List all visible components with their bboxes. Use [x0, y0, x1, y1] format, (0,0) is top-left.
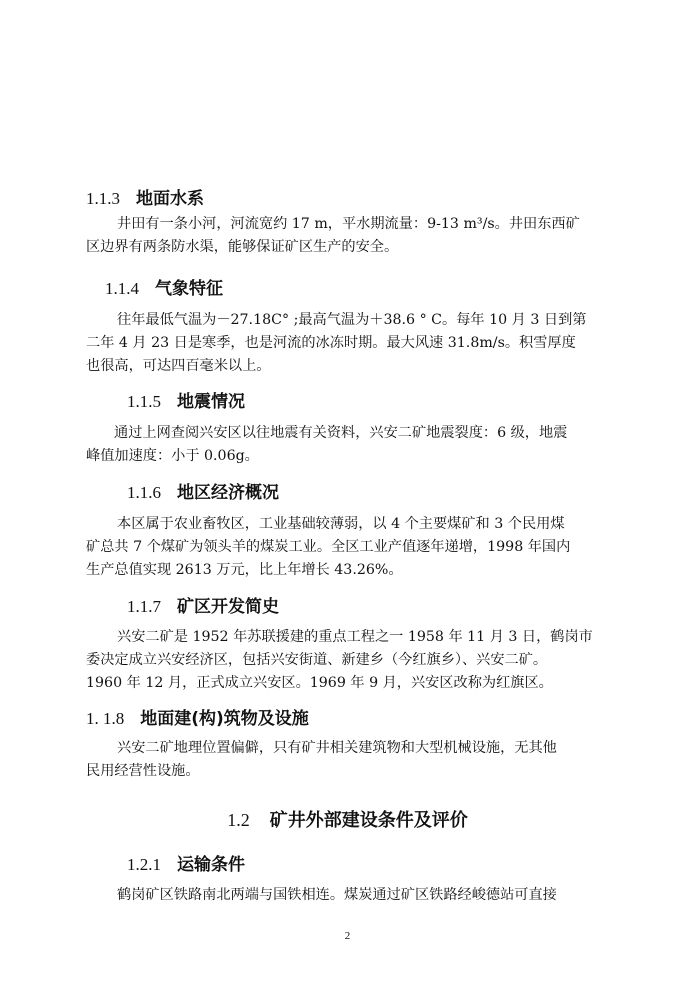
- section-heading-1-1-7: [127, 592, 279, 617]
- chapter-title: 矿井外部建设条件及评价: [269, 810, 468, 831]
- section-title: 地面水系: [136, 189, 204, 209]
- paragraph-climate: [86, 309, 634, 378]
- section-heading-1-1-5: [127, 387, 245, 412]
- chapter-number: 1.2: [227, 810, 250, 830]
- paragraph-line: 民用经营性设施。: [86, 763, 200, 779]
- paragraph-line: 矿总共 7 个煤矿为领头羊的煤炭工业。全区工业产值逐年递增，1998 年国内: [86, 539, 571, 555]
- section-number: 1.2.1: [127, 855, 161, 874]
- chapter-heading: [0, 806, 695, 832]
- page-number: 2: [344, 930, 351, 942]
- section-heading-1-2-1: [127, 850, 245, 875]
- section-heading-1-1-6: [127, 478, 279, 503]
- section-number: 1.1.7: [127, 597, 161, 616]
- section-title: 运输条件: [177, 855, 245, 875]
- section-title: 地震情况: [177, 392, 245, 412]
- paragraph-line: 1960 年 12 月，正式成立兴安区。1969 年 9 月，兴安区改称为红旗区。: [86, 675, 553, 691]
- paragraph-line: 鹤岗矿区铁路南北两端与国铁相连。煤炭通过矿区铁路经峻德站可直接: [117, 887, 557, 903]
- paragraph-line: 通过上网查阅兴安区以往地震有关资料，兴安二矿地震裂度：6 级，地震: [114, 425, 568, 441]
- section-number: 1. 1.8: [86, 709, 125, 728]
- paragraph-facilities: [86, 737, 634, 783]
- paragraph-line: 区边界有两条防水渠，能够保证矿区生产的安全。: [86, 239, 399, 255]
- section-heading-1-1-3: [86, 184, 204, 209]
- section-title: 气象特征: [155, 279, 223, 299]
- paragraph-earthquake: [86, 422, 634, 468]
- paragraph-history: [86, 626, 634, 695]
- paragraph-line: 井田有一条小河，河流宽约 17 m，平水期流量：9-13 m³/s。井田东西矿: [117, 216, 580, 232]
- section-heading-1-1-4: [105, 274, 223, 299]
- paragraph-line: 二年 4 月 23 日是寒季，也是河流的冰冻时期。最大风速 31.8m/s。积雪厚度: [86, 335, 576, 351]
- section-number: 1.1.4: [105, 279, 139, 298]
- paragraph-line: 委决定成立兴安经济区，包括兴安街道、新建乡（今红旗乡）、兴安二矿。: [86, 652, 548, 668]
- paragraph-transport: [86, 884, 634, 907]
- section-title: 矿区开发简史: [177, 597, 279, 617]
- paragraph-economy: [86, 513, 634, 582]
- section-title: 地面建(构)筑物及设施: [140, 709, 309, 729]
- section-title: 地区经济概况: [177, 483, 279, 503]
- paragraph-line: 峰值加速度：小于 0.06g。: [86, 448, 259, 464]
- paragraph-water-system: [86, 213, 634, 259]
- paragraph-line: 兴安二矿地理位置偏僻，只有矿井相关建筑物和大型机械设施，无其他: [117, 740, 557, 756]
- section-number: 1.1.6: [127, 483, 161, 502]
- paragraph-line: 往年最低气温为－27.18C° ;最高气温为＋38.6 ° C。每年 10 月 3 日到第: [117, 312, 587, 328]
- paragraph-line: 本区属于农业畜牧区，工业基础较薄弱，以 4 个主要煤矿和 3 个民用煤: [117, 516, 565, 532]
- paragraph-line: 兴安二矿是 1952 年苏联援建的重点工程之一 1958 年 11 月 3 日，鹤岗市: [117, 629, 593, 645]
- section-heading-1-1-8: [86, 704, 309, 729]
- paragraph-line: 生产总值实现 2613 万元，比上年增长 43.26%。: [86, 562, 403, 578]
- section-number: 1.1.3: [86, 189, 120, 208]
- paragraph-line: 也很高，可达四百毫米以上。: [86, 358, 271, 374]
- section-number: 1.1.5: [127, 392, 161, 411]
